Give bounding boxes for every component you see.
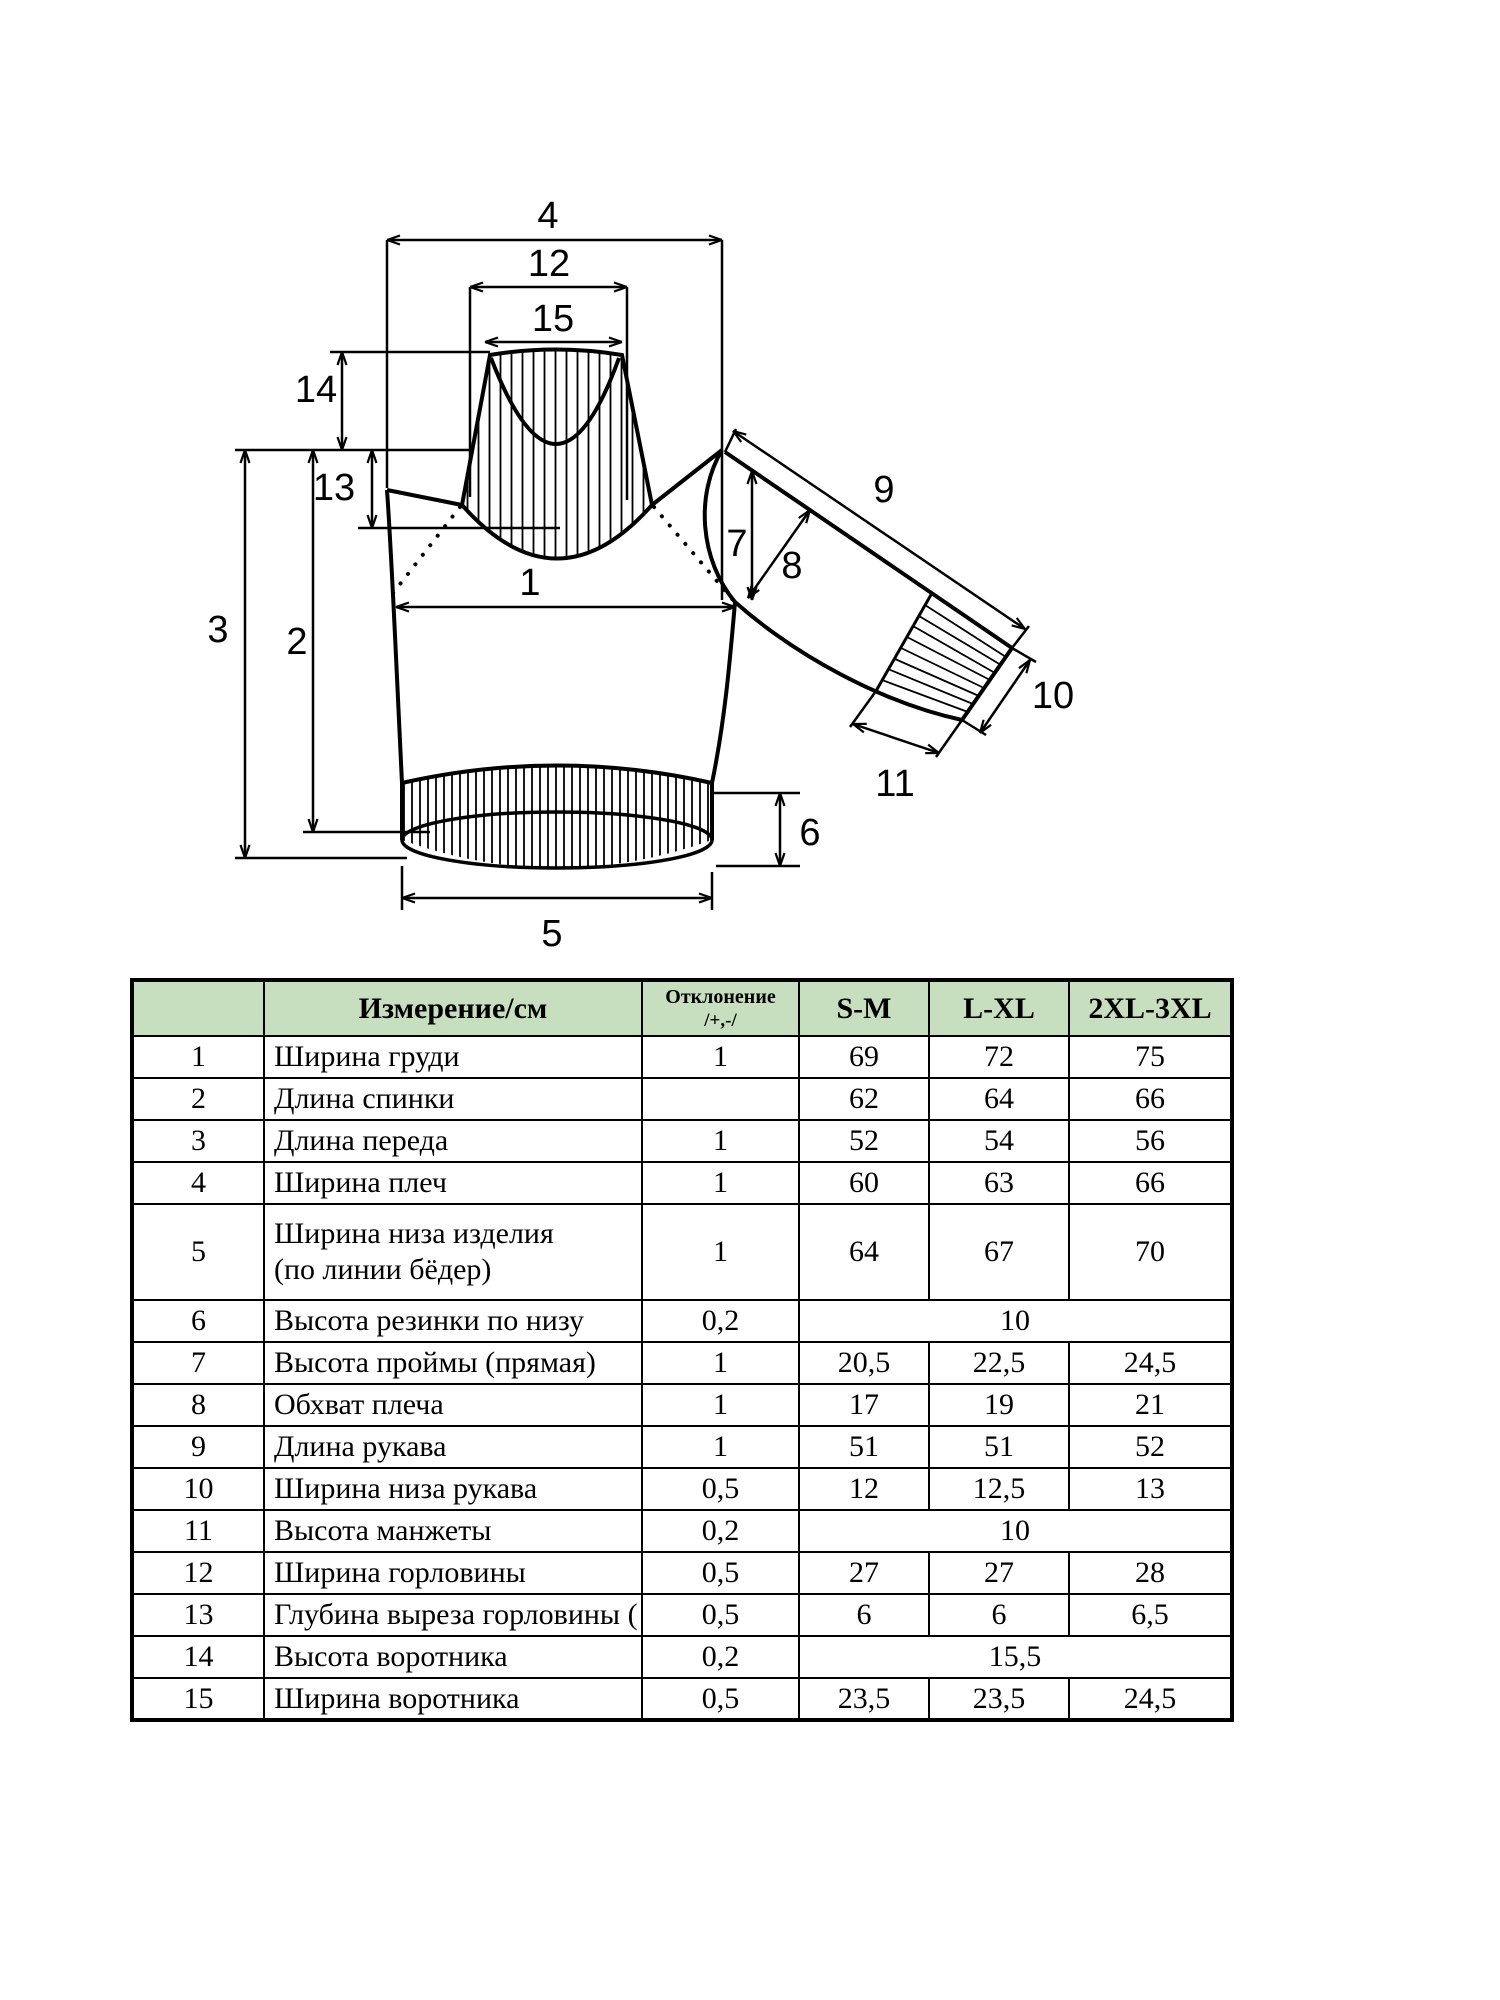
table-row	[132, 1036, 1232, 1078]
table-header-row	[132, 980, 1232, 1036]
tolerance-cell: 0,2	[642, 1510, 799, 1552]
dim-label-9: 9	[873, 469, 895, 511]
tolerance-title: Отклонение	[665, 985, 776, 1008]
dimension-1	[396, 562, 735, 607]
size-value-cell: 23,5	[929, 1678, 1069, 1720]
size-value-cell: 27	[929, 1552, 1069, 1594]
size-value-cell: 56	[1069, 1120, 1232, 1162]
measurement-name-cell: Высота резинки по низу	[264, 1300, 642, 1342]
size-value-cell: 20,5	[799, 1342, 929, 1384]
dimension-6	[714, 793, 821, 866]
dimension-15	[485, 298, 622, 342]
dimension-8	[748, 510, 810, 598]
size-value-cell: 52	[799, 1120, 929, 1162]
measurement-name-cell: Высота воротника	[264, 1636, 642, 1678]
row-number-cell: 3	[132, 1120, 264, 1162]
size-value-cell: 52	[1069, 1426, 1232, 1468]
measurement-name-cell: Ширина воротника	[264, 1678, 642, 1720]
dim-label-6: 6	[799, 812, 821, 854]
table-row	[132, 1678, 1232, 1720]
size-value-cell: 75	[1069, 1036, 1232, 1078]
size-value-cell: 12,5	[929, 1468, 1069, 1510]
measurement-name-cell: Длина рукава	[264, 1426, 642, 1468]
dim-label-15: 15	[531, 298, 575, 340]
merged-size-value-cell: 15,5	[799, 1636, 1232, 1678]
measurement-name-cell: Глубина выреза горловины (	[264, 1594, 642, 1636]
dimension-7	[726, 471, 752, 600]
table-row	[132, 1636, 1232, 1678]
row-number-cell: 12	[132, 1552, 264, 1594]
dim-label-12: 12	[527, 243, 571, 285]
table-row	[132, 1300, 1232, 1342]
tolerance-cell: 0,2	[642, 1300, 799, 1342]
dim-label-4: 4	[537, 195, 559, 237]
size-value-cell: 6,5	[1069, 1594, 1232, 1636]
left-shoulder-seam	[387, 490, 462, 505]
table-row	[132, 1384, 1232, 1426]
row-number-cell: 4	[132, 1162, 264, 1204]
measurement-name-cell: Ширина низа рукава	[264, 1468, 642, 1510]
tolerance-cell: 0,5	[642, 1594, 799, 1636]
merged-size-value-cell: 10	[799, 1300, 1232, 1342]
dim-label-7: 7	[726, 523, 748, 565]
table-row	[132, 1162, 1232, 1204]
tolerance-cell	[642, 1078, 799, 1120]
row-number-cell: 6	[132, 1300, 264, 1342]
size-value-cell: 6	[929, 1594, 1069, 1636]
row-number-cell: 10	[132, 1468, 264, 1510]
tolerance-cell: 1	[642, 1120, 799, 1162]
header-size-2xl3xl: 2XL-3XL	[1069, 980, 1232, 1036]
row-number-cell: 15	[132, 1678, 264, 1720]
size-value-cell: 12	[799, 1468, 929, 1510]
dim-label-11: 11	[875, 763, 915, 805]
tolerance-cell: 1	[642, 1426, 799, 1468]
table-row	[132, 1078, 1232, 1120]
size-value-cell: 6	[799, 1594, 929, 1636]
measurement-name-line1: Ширина низа изделия	[274, 1217, 554, 1250]
header-tolerance-cell	[642, 980, 799, 1036]
header-measure-cell: Измерение/см	[264, 980, 642, 1036]
dim-label-5: 5	[541, 913, 563, 955]
tolerance-cell: 1	[642, 1036, 799, 1078]
dim-label-10: 10	[1031, 675, 1075, 717]
size-value-cell: 13	[1069, 1468, 1232, 1510]
size-value-cell: 72	[929, 1036, 1069, 1078]
size-value-cell: 24,5	[1069, 1678, 1232, 1720]
measurement-name-cell: Ширина горловины	[264, 1552, 642, 1594]
size-value-cell: 64	[929, 1078, 1069, 1120]
row-number-cell: 11	[132, 1510, 264, 1552]
body-right-edge	[712, 602, 735, 783]
row-number-cell: 14	[132, 1636, 264, 1678]
row-number-cell: 9	[132, 1426, 264, 1468]
sweater-measurement-diagram	[0, 0, 1500, 965]
dim-label-14: 14	[294, 369, 338, 411]
tolerance-cell: 0,5	[642, 1678, 799, 1720]
dim-label-1: 1	[519, 562, 541, 604]
size-value-cell: 66	[1069, 1162, 1232, 1204]
measurement-name-cell: Длина переда	[264, 1120, 642, 1162]
tolerance-cell: 1	[642, 1162, 799, 1204]
tolerance-cell: 1	[642, 1204, 799, 1300]
size-value-cell: 54	[929, 1120, 1069, 1162]
cuff-ribbing	[876, 593, 1006, 712]
measurement-name-cell: Обхват плеча	[264, 1384, 642, 1426]
size-value-cell: 69	[799, 1036, 929, 1078]
size-value-cell: 66	[1069, 1078, 1232, 1120]
dim-label-2: 2	[286, 621, 308, 663]
size-value-cell: 62	[799, 1078, 929, 1120]
table-row	[132, 1426, 1232, 1468]
size-value-cell: 23,5	[799, 1678, 929, 1720]
tolerance-subtitle: /+,-/	[704, 1009, 737, 1031]
dim-label-8: 8	[781, 545, 803, 587]
measurement-name-line2: (по линии бёдер)	[274, 1253, 492, 1286]
measurement-name-cell: Высота манжеты	[264, 1510, 642, 1552]
table-row	[132, 1204, 1232, 1300]
dim-label-3: 3	[207, 609, 229, 651]
tolerance-cell: 1	[642, 1342, 799, 1384]
table-row	[132, 1594, 1232, 1636]
row-number-cell: 7	[132, 1342, 264, 1384]
tolerance-cell: 0,2	[642, 1636, 799, 1678]
table-row	[132, 1552, 1232, 1594]
header-size-lxl: L-XL	[929, 980, 1069, 1036]
row-number-cell: 1	[132, 1036, 264, 1078]
dimension-14	[295, 352, 490, 450]
size-value-cell: 17	[799, 1384, 929, 1426]
size-value-cell: 60	[799, 1162, 929, 1204]
size-value-cell: 22,5	[929, 1342, 1069, 1384]
tolerance-cell: 1	[642, 1384, 799, 1426]
measurement-name-cell: Высота проймы (прямая)	[264, 1342, 642, 1384]
measurement-name-cell	[264, 1204, 642, 1300]
merged-size-value-cell: 10	[799, 1510, 1232, 1552]
dimension-9	[725, 429, 1029, 648]
size-table	[130, 978, 1234, 1722]
table-row	[132, 1468, 1232, 1510]
size-value-cell: 51	[799, 1426, 929, 1468]
size-value-cell: 70	[1069, 1204, 1232, 1300]
measurement-name-cell: Длина спинки	[264, 1078, 642, 1120]
dimension-11	[850, 691, 962, 805]
table-row	[132, 1510, 1232, 1552]
size-value-cell: 24,5	[1069, 1342, 1232, 1384]
tolerance-cell: 0,5	[642, 1552, 799, 1594]
size-value-cell: 21	[1069, 1384, 1232, 1426]
size-value-cell: 67	[929, 1204, 1069, 1300]
dim-label-13: 13	[312, 467, 356, 509]
table-row	[132, 1120, 1232, 1162]
row-number-cell: 2	[132, 1078, 264, 1120]
sleeve-top-edge	[725, 452, 1012, 648]
size-value-cell: 28	[1069, 1552, 1232, 1594]
row-number-cell: 13	[132, 1594, 264, 1636]
row-number-cell: 5	[132, 1204, 264, 1300]
hem-ribbing	[402, 766, 712, 869]
dimension-2	[286, 450, 430, 832]
size-value-cell: 63	[929, 1162, 1069, 1204]
measurement-name-cell: Ширина плеч	[264, 1162, 642, 1204]
table-row	[132, 1342, 1232, 1384]
dimension-10	[962, 648, 1074, 735]
measurement-name-cell: Ширина груди	[264, 1036, 642, 1078]
body-left-edge	[387, 490, 402, 783]
size-value-cell: 27	[799, 1552, 929, 1594]
size-value-cell: 64	[799, 1204, 929, 1300]
size-value-cell: 51	[929, 1426, 1069, 1468]
size-value-cell: 19	[929, 1384, 1069, 1426]
header-number-cell	[132, 980, 264, 1036]
header-size-sm: S-M	[799, 980, 929, 1036]
dimension-5	[402, 866, 712, 955]
row-number-cell: 8	[132, 1384, 264, 1426]
tolerance-cell: 0,5	[642, 1468, 799, 1510]
